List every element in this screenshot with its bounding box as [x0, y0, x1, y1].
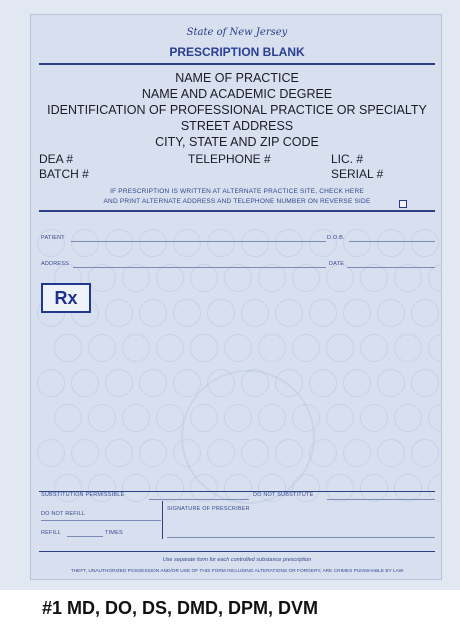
pattern-circle: [326, 404, 354, 432]
pattern-circle: [139, 369, 167, 397]
pattern-circle: [156, 474, 184, 502]
dob-label: D.O.B.: [327, 235, 345, 241]
pattern-circle: [156, 264, 184, 292]
substitution-permissible-line[interactable]: [149, 499, 249, 500]
pattern-circle: [428, 474, 442, 502]
street-address: STREET ADDRESS: [180, 119, 294, 133]
pattern-circle: [224, 334, 252, 362]
pattern-circle: [71, 229, 99, 257]
practice-name: NAME OF PRACTICE: [175, 71, 299, 85]
form-caption: #1 MD, DO, DS, DMD, DPM, DVM: [42, 598, 319, 618]
refill-label: REFILL: [41, 530, 61, 536]
times-label: TIMES: [105, 530, 123, 536]
pattern-circle: [105, 299, 133, 327]
pattern-circle: [122, 474, 150, 502]
pattern-circle: [139, 229, 167, 257]
pattern-circle: [343, 229, 371, 257]
pattern-circle: [377, 369, 405, 397]
pattern-circle: [343, 369, 371, 397]
pattern-circle: [173, 229, 201, 257]
patient-label: PATIENT: [41, 235, 65, 241]
pattern-circle: [224, 264, 252, 292]
pattern-circle: [394, 264, 422, 292]
pattern-circle: [139, 299, 167, 327]
do-not-refill-line[interactable]: [41, 520, 161, 521]
pattern-circle: [105, 229, 133, 257]
pattern-circle: [411, 369, 439, 397]
theft-warning: THEFT, UNAUTHORIZED POSSESSION AND/OR USE OF THIS FORM INCLUDING ALTERATIONS OR FORGERY, ARE CRIMES PUNISHABLE BY LAW: [70, 569, 404, 574]
pattern-circle: [309, 229, 337, 257]
substitution-permissible-label: SUBSTITUTION PERMISSIBLE: [41, 492, 125, 498]
pattern-circle: [377, 439, 405, 467]
pattern-circle: [37, 439, 65, 467]
pattern-circle: [326, 334, 354, 362]
pattern-circle: [37, 229, 65, 257]
pattern-circle: [122, 264, 150, 292]
pattern-circle: [37, 369, 65, 397]
pattern-circle: [258, 334, 286, 362]
pattern-circle: [156, 334, 184, 362]
pattern-circle: [54, 334, 82, 362]
date-label: DATE: [329, 261, 345, 267]
prescription-blank: [30, 14, 442, 580]
batch-label: BATCH #: [39, 167, 89, 181]
pattern-circle: [411, 439, 439, 467]
rx-symbol: Rx: [41, 283, 91, 313]
state-heading: State of New Jersey: [186, 27, 288, 38]
form-title: PRESCRIPTION BLANK: [169, 45, 305, 59]
pattern-circle: [292, 334, 320, 362]
pattern-circle: [360, 264, 388, 292]
pattern-circle: [54, 404, 82, 432]
pattern-circle: [292, 264, 320, 292]
pattern-circle: [122, 334, 150, 362]
address-label: ADDRESS: [41, 261, 69, 267]
pattern-circle: [394, 404, 422, 432]
telephone-label: TELEPHONE #: [188, 152, 271, 166]
footer-divider: [39, 551, 435, 552]
pattern-circle: [71, 439, 99, 467]
serial-label: SERIAL #: [331, 167, 384, 181]
pattern-circle: [275, 299, 303, 327]
pattern-circle: [88, 334, 116, 362]
pattern-circle: [343, 439, 371, 467]
pattern-circle: [207, 229, 235, 257]
pattern-circle: [343, 299, 371, 327]
pattern-circle: [190, 334, 218, 362]
pattern-circle: [275, 229, 303, 257]
do-not-substitute-line[interactable]: [327, 499, 435, 500]
pattern-circle: [360, 334, 388, 362]
dob-line[interactable]: [349, 241, 435, 242]
pattern-circle: [326, 264, 354, 292]
pattern-circle: [207, 299, 235, 327]
title-divider: [39, 63, 435, 65]
pattern-circle: [428, 264, 442, 292]
pattern-circle: [139, 439, 167, 467]
pattern-circle: [411, 229, 439, 257]
pattern-circle: [88, 404, 116, 432]
pattern-circle: [377, 299, 405, 327]
controlled-substance-note: Use separate form for each controlled substance prescription: [162, 557, 312, 563]
refill-count-line[interactable]: [67, 536, 103, 537]
alternate-site-note-2: AND PRINT ALTERNATE ADDRESS AND TELEPHONE NUMBER ON REVERSE SIDE: [103, 198, 371, 205]
pattern-circle: [411, 299, 439, 327]
date-line[interactable]: [347, 267, 435, 268]
lic-label: LIC. #: [331, 152, 364, 166]
pattern-circle: [309, 299, 337, 327]
address-line[interactable]: [73, 267, 326, 268]
pattern-circle: [377, 229, 405, 257]
pattern-circle: [105, 439, 133, 467]
alternate-site-note: IF PRESCRIPTION IS WRITTEN AT ALTERNATE PRACTICE SITE, CHECK HERE: [110, 188, 364, 195]
pattern-circle: [156, 404, 184, 432]
pattern-circle: [428, 404, 442, 432]
signature-divider: [162, 501, 163, 539]
pattern-circle: [258, 264, 286, 292]
dea-label: DEA #: [39, 152, 74, 166]
do-not-refill-label: DO NOT REFILL: [41, 511, 86, 517]
academic-degree: NAME AND ACADEMIC DEGREE: [141, 87, 333, 101]
pattern-circle: [122, 404, 150, 432]
city-state-zip: CITY, STATE AND ZIP CODE: [155, 135, 319, 149]
pattern-circle: [173, 299, 201, 327]
pattern-circle: [326, 474, 354, 502]
header-divider: [39, 210, 435, 212]
pattern-circle: [88, 264, 116, 292]
signature-label: SIGNATURE OF PRESCRIBER: [167, 506, 250, 512]
specialty: IDENTIFICATION OF PROFESSIONAL PRACTICE OR SPECIALTY: [47, 103, 427, 117]
pattern-circle: [428, 334, 442, 362]
patient-line[interactable]: [71, 241, 326, 242]
pattern-circle: [309, 369, 337, 397]
pattern-circle: [394, 334, 422, 362]
pattern-circle: [360, 404, 388, 432]
pattern-circle: [190, 264, 218, 292]
pattern-circle: [241, 229, 269, 257]
pattern-circle: [360, 474, 388, 502]
pattern-circle: [241, 299, 269, 327]
pattern-circle: [394, 474, 422, 502]
do-not-substitute-label: DO NOT SUBSTITUTE: [253, 492, 314, 498]
state-seal-watermark: [181, 370, 315, 504]
signature-line[interactable]: [167, 537, 435, 538]
pattern-circle: [105, 369, 133, 397]
pattern-circle: [71, 369, 99, 397]
